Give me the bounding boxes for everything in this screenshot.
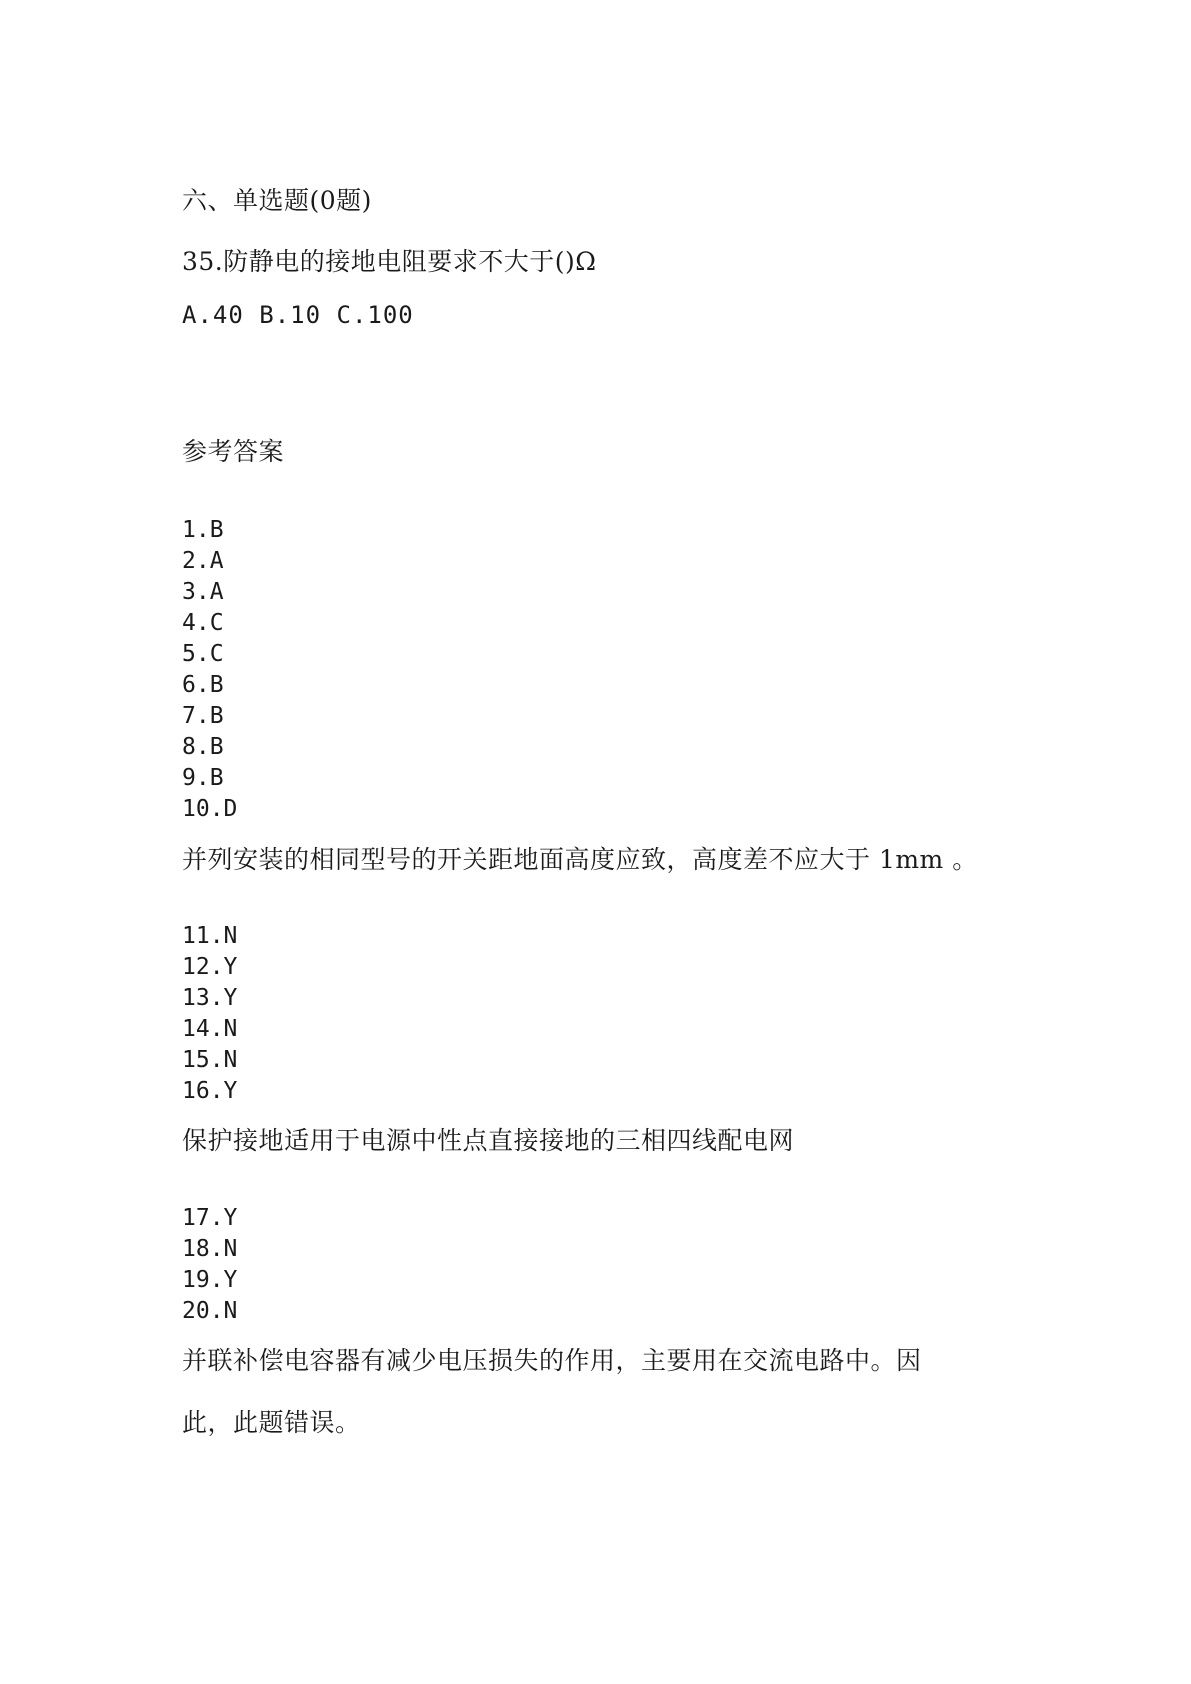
answer-item: 9.B [182, 765, 224, 791]
answer-item: 19.Y [182, 1267, 238, 1293]
answer-item: 6.B [182, 672, 224, 698]
answer-item: 12.Y [182, 954, 238, 980]
answer-item: 15.N [182, 1047, 238, 1073]
section-heading: 六、单选题(0题) [182, 186, 372, 215]
answer-item: 20.N [182, 1298, 238, 1324]
answer-item: 16.Y [182, 1078, 238, 1104]
answer-item: 3.A [182, 579, 224, 605]
answer-item: 10.D [182, 796, 238, 822]
question-35-options: A.40 B.10 C.100 [182, 301, 414, 329]
answer-item: 17.Y [182, 1205, 238, 1231]
explanation-20-line1: 并联补偿电容器有减少电压损失的作用，主要用在交流电路中。因 [182, 1346, 922, 1375]
answer-item: 18.N [182, 1236, 238, 1262]
explanation-10: 并列安装的相同型号的开关距地面高度应致，高度差不应大于 1mm 。 [182, 845, 978, 874]
answer-item: 13.Y [182, 985, 238, 1011]
answers-heading: 参考答案 [182, 437, 285, 466]
answer-item: 5.C [182, 641, 224, 667]
answer-item: 4.C [182, 610, 224, 636]
question-35-text: 35.防静电的接地电阻要求不大于()Ω [182, 247, 597, 276]
explanation-20-line2: 此，此题错误。 [182, 1408, 361, 1437]
answer-item: 11.N [182, 923, 238, 949]
answer-item: 14.N [182, 1016, 238, 1042]
explanation-16: 保护接地适用于电源中性点直接接地的三相四线配电网 [182, 1126, 795, 1155]
answer-item: 8.B [182, 734, 224, 760]
answer-item: 1.B [182, 517, 224, 543]
answer-item: 7.B [182, 703, 224, 729]
answer-item: 2.A [182, 548, 224, 574]
